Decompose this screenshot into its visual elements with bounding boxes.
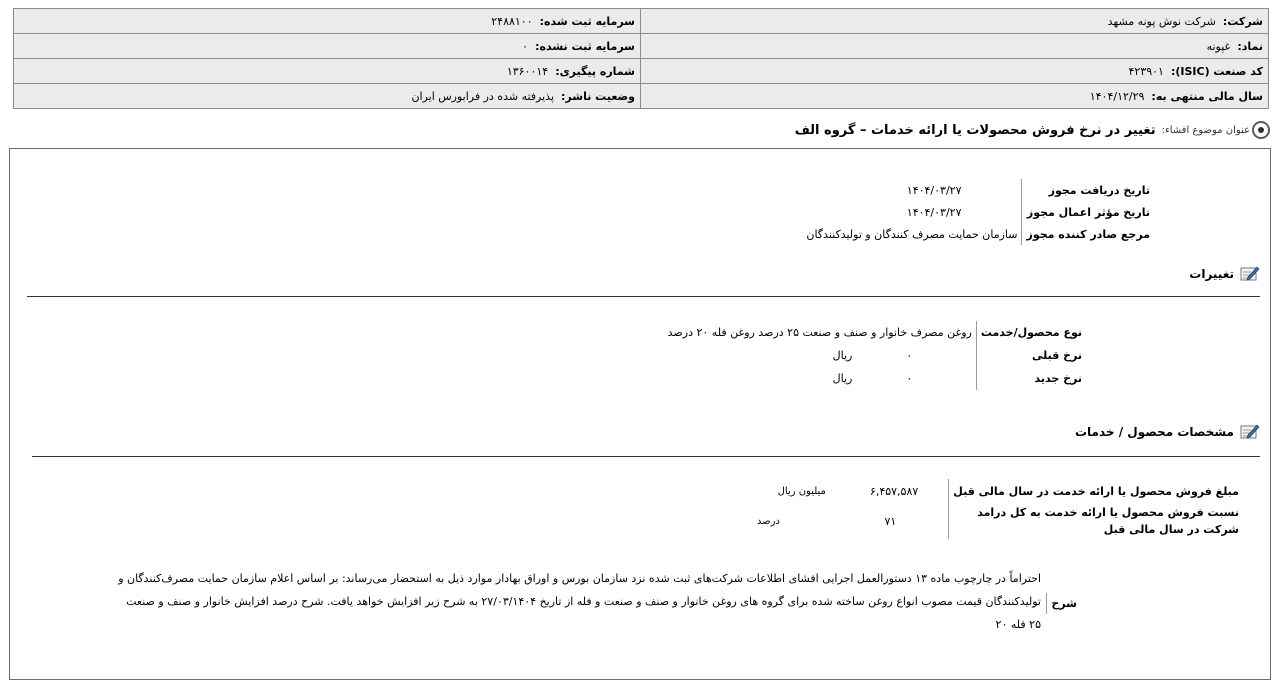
permit-row [802, 223, 1154, 245]
fiscal-year-value: ۱۴۰۴/۱۲/۲۹ [1089, 89, 1145, 103]
changes-row [664, 344, 1086, 367]
changes-section-header [1189, 265, 1260, 282]
section-divider [32, 456, 1260, 457]
sales-ratio-label [949, 503, 1243, 539]
isic-value: ۴۲۳۹۰۱ [1128, 64, 1164, 78]
sales-ratio-label-line: نسبت فروش محصول یا ارائه خدمت به کل درامد [977, 506, 1239, 519]
previous-rate-label: نرخ قبلی [976, 344, 1086, 367]
changes-table [664, 321, 1086, 390]
publisher-status-cell [14, 84, 641, 109]
sales-ratio-value: ۷۱ [884, 514, 897, 528]
permit-row [802, 201, 1154, 223]
edit-note-icon [1240, 423, 1260, 440]
receive-date-label: تاریخ دریافت مجوز [1022, 179, 1154, 201]
effective-date-value: ۱۴۰۴/۰۳/۲۷ [906, 205, 962, 219]
new-rate-label: نرخ جدید [976, 367, 1086, 390]
info-row [14, 59, 1269, 84]
changes-section-title: تغییرات [1189, 266, 1234, 281]
publisher-status-label: وضعیت ناشر: [561, 89, 635, 103]
previous-rate-unit: ریال [832, 349, 853, 362]
description-label: شرح [1046, 593, 1077, 614]
info-row [14, 84, 1269, 109]
section-divider [27, 296, 1260, 297]
sales-ratio-label-line: شرکت در سال مالی قبل [1103, 523, 1239, 536]
new-rate-unit: ریال [832, 372, 853, 385]
sales-ratio-unit: درصد [756, 515, 780, 527]
symbol-value: غپونه [1206, 39, 1231, 53]
tracking-label: شماره پیگیری: [555, 64, 635, 78]
info-row [14, 9, 1269, 34]
permit-row [802, 179, 1154, 201]
symbol-label: نماد: [1237, 39, 1263, 53]
description-block [27, 567, 1077, 639]
sales-amount-unit: میلیون ریال [777, 485, 826, 497]
company-value: شرکت نوش پونه مشهد [1107, 14, 1216, 28]
tracking-value: ۱۳۶۰۰۱۴ [506, 64, 549, 78]
symbol-cell [641, 34, 1269, 59]
company-info-table [13, 8, 1269, 109]
edit-note-icon [1240, 265, 1260, 282]
isic-cell [641, 59, 1269, 84]
disclosure-panel [9, 148, 1271, 680]
specs-table [752, 479, 1243, 539]
permit-table [802, 179, 1154, 245]
fiscal-year-label: سال مالی منتهی به: [1151, 89, 1263, 103]
description-line: احتراماً در چارچوب ماده ۱۳ دستورالعمل اجرایی افشای اطلاعات شرکت‌های ثبت شده نزد سازمان بورس و اوراق بهادار موارد ذیل به استحضار می‌رساند: بر اساس اعلام سازمان حمایت مصرف‌کنندگان و [118, 572, 1041, 585]
description-text [41, 567, 1041, 636]
issuer-value: سازمان حمایت مصرف کنندگان و تولیدکنندگان [806, 227, 1018, 241]
unregistered-capital-value: ۰ [522, 39, 529, 53]
description-line: ۲۵ فله ۲۰ [995, 618, 1041, 631]
specs-row [753, 479, 1243, 503]
isic-label: کد صنعت (ISIC): [1170, 64, 1263, 78]
product-type-value: روغن مصرف خانوار و صنف و صنعت ۲۵ درصد روغن فله ۲۰ درصد [667, 326, 972, 339]
changes-row [664, 321, 1086, 344]
new-rate-value: ۰ [906, 372, 913, 385]
specs-section-header [1075, 423, 1260, 440]
tracking-cell [14, 59, 641, 84]
registered-capital-label: سرمایه ثبت شده: [539, 14, 635, 28]
subject-label: عنوان موضوع افشاء: [1161, 124, 1250, 136]
description-line: تولیدکنندگان قیمت مصوب انواع روغن ساخته شده برای گروه های روغن خانوار و صنف و صنعت و فله از تاریخ ۲۷/۰۳/۱۴۰۴ به شرح زیر افزایش خواهد یافت. شرح درصد افزایش خانوار و صنف و صنعت [126, 595, 1041, 608]
effective-date-label: تاریخ مؤثر اعمال مجوز [1022, 201, 1154, 223]
target-icon [1252, 121, 1270, 139]
subject-title: تغییر در نرخ فروش محصولات یا ارائه خدمات – گروه الف [794, 122, 1156, 138]
specs-row [753, 503, 1243, 539]
registered-capital-value: ۲۴۸۸۱۰۰ [491, 14, 533, 28]
receive-date-value: ۱۴۰۴/۰۳/۲۷ [906, 183, 962, 197]
disclosure-subject [795, 119, 1270, 141]
publisher-status-value: پذیرفته شده در فرابورس ایران [411, 89, 555, 103]
company-label: شرکت: [1222, 14, 1263, 28]
unregistered-capital-cell [14, 34, 641, 59]
info-row [14, 34, 1269, 59]
specs-section-title: مشخصات محصول / خدمات [1074, 424, 1234, 439]
previous-rate-value: ۰ [906, 349, 913, 362]
unregistered-capital-label: سرمایه ثبت نشده: [535, 39, 635, 53]
product-type-label: نوع محصول/خدمت [976, 321, 1086, 344]
changes-row [664, 367, 1086, 390]
registered-capital-cell [14, 9, 641, 34]
company-cell [641, 9, 1269, 34]
issuer-label: مرجع صادر کننده مجوز [1022, 223, 1154, 245]
sales-amount-value: ۶,۴۵۷,۵۸۷ [869, 484, 919, 498]
sales-amount-label: مبلغ فروش محصول یا ارائه خدمت در سال مالی قبل [949, 479, 1243, 503]
fiscal-year-cell [641, 84, 1269, 109]
